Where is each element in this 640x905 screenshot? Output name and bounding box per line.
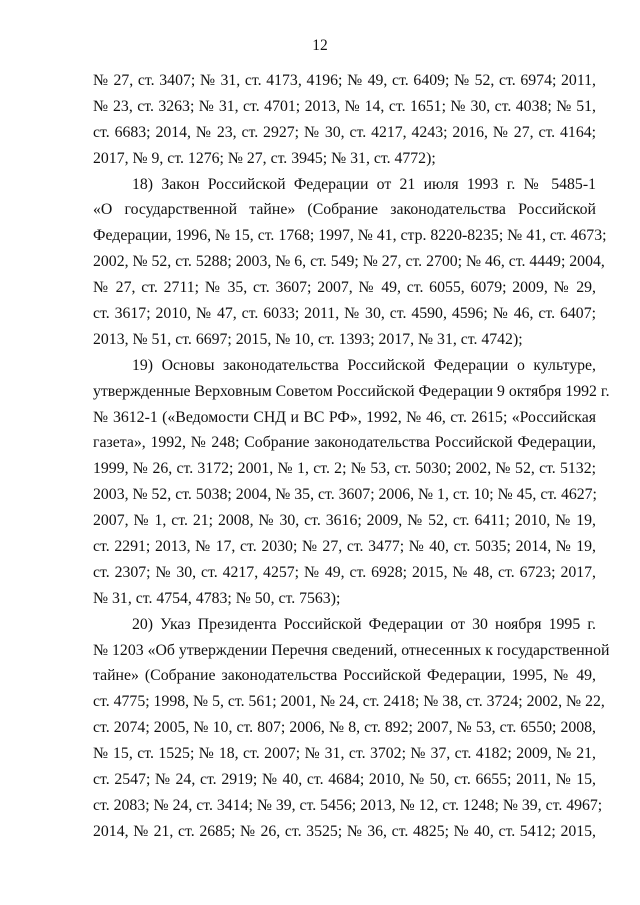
text-line: газета», 1992, № 248; Собрание законодательства Российской Федерации, [93,434,596,452]
text-line: утвержденные Верховным Советом Российской Федерации 9 октября 1992 г. [93,382,610,400]
document-body [93,68,610,845]
text-line: 19) Основы законодательства Российской Федерации о культуре, [132,356,596,374]
page-number: 12 [312,37,328,54]
text-line: ст. 2307; № 30, ст. 4217, 4257; № 49, ст. 6928; 2015, № 48, ст. 6723; 2017, [93,563,596,581]
text-line: 2014, № 21, ст. 2685; № 26, ст. 3525; № 36, ст. 4825; № 40, ст. 5412; 2015, [93,822,596,840]
text-line: № 1203 «Об утверждении Перечня сведений, отнесенных к государственной [93,641,610,659]
text-line: № 27, ст. 3407; № 31, ст. 4173, 4196; № 49, ст. 6409; № 52, ст. 6974; 2011, [93,72,596,89]
text-line: № 31, ст. 4754, 4783; № 50, ст. 7563); [93,589,341,607]
text-line: ст. 2083; № 24, ст. 3414; № 39, ст. 5456; 2013, № 12, ст. 1248; № 39, ст. 4967; [93,796,603,814]
text-line: № 23, ст. 3263; № 31, ст. 4701; 2013, № 14, ст. 1651; № 30, ст. 4038; № 51, [93,97,596,115]
text-line: ст. 6683; 2014, № 23, ст. 2927; № 30, ст. 4217, 4243; 2016, № 27, ст. 4164; [93,123,596,141]
text-line: ст. 2074; 2005, № 10, ст. 807; 2006, № 8, ст. 892; 2007, № 53, ст. 6550; 2008, [93,719,596,737]
text-line: 18) Закон Российской Федерации от 21 июля 1993 г. № 5485-1 [132,175,596,193]
text-line: «О государственной тайне» (Собрание законодательства Российской [93,201,596,219]
text-line: 20) Указ Президента Российской Федерации от 30 ноября 1995 г. [132,615,596,633]
text-line: Федерации, 1996, № 15, ст. 1768; 1997, № 41, стр. 8220-8235; № 41, ст. 4673; [93,227,607,245]
text-line: 1999, № 26, ст. 3172; 2001, № 1, ст. 2; № 53, ст. 5030; 2002, № 52, ст. 5132; [93,460,596,478]
text-line: 2007, № 1, ст. 21; 2008, № 30, ст. 3616; 2009, № 52, ст. 6411; 2010, № 19, [93,512,596,530]
text-line: 2013, № 51, ст. 6697; 2015, № 10, ст. 1393; 2017, № 31, ст. 4742); [93,330,523,348]
text-line: 2017, № 9, ст. 1276; № 27, ст. 3945; № 31, ст. 4772); [93,149,436,167]
text-line: ст. 2291; 2013, № 17, ст. 2030; № 27, ст. 3477; № 40, ст. 5035; 2014, № 19, [93,538,596,556]
text-line: ст. 2547; № 24, ст. 2919; № 40, ст. 4684; 2010, № 50, ст. 6655; 2011, № 15, [93,771,596,789]
text-line: № 15, ст. 1525; № 18, ст. 2007; № 31, ст. 3702; № 37, ст. 4182; 2009, № 21, [93,745,596,763]
text-line: № 27, ст. 2711; № 35, ст. 3607; 2007, № 49, ст. 6055, 6079; 2009, № 29, [93,279,596,297]
text-line: № 3612-1 («Ведомости СНД и ВС РФ», 1992, № 46, ст. 2615; «Российская [93,408,596,426]
text-line: тайне» (Собрание законодательства Российской Федерации, 1995, № 49, [93,667,596,685]
text-line: ст. 4775; 1998, № 5, ст. 561; 2001, № 24, ст. 2418; № 38, ст. 3724; 2002, № 22, [93,693,605,711]
text-line: 2002, № 52, ст. 5288; 2003, № 6, ст. 549; № 27, ст. 2700; № 46, ст. 4449; 2004, [93,253,605,271]
text-line: 2003, № 52, ст. 5038; 2004, № 35, ст. 3607; 2006, № 1, ст. 10; № 45, ст. 4627; [93,486,597,504]
text-line: ст. 3617; 2010, № 47, ст. 6033; 2011, № 30, ст. 4590, 4596; № 46, ст. 6407; [93,305,596,323]
